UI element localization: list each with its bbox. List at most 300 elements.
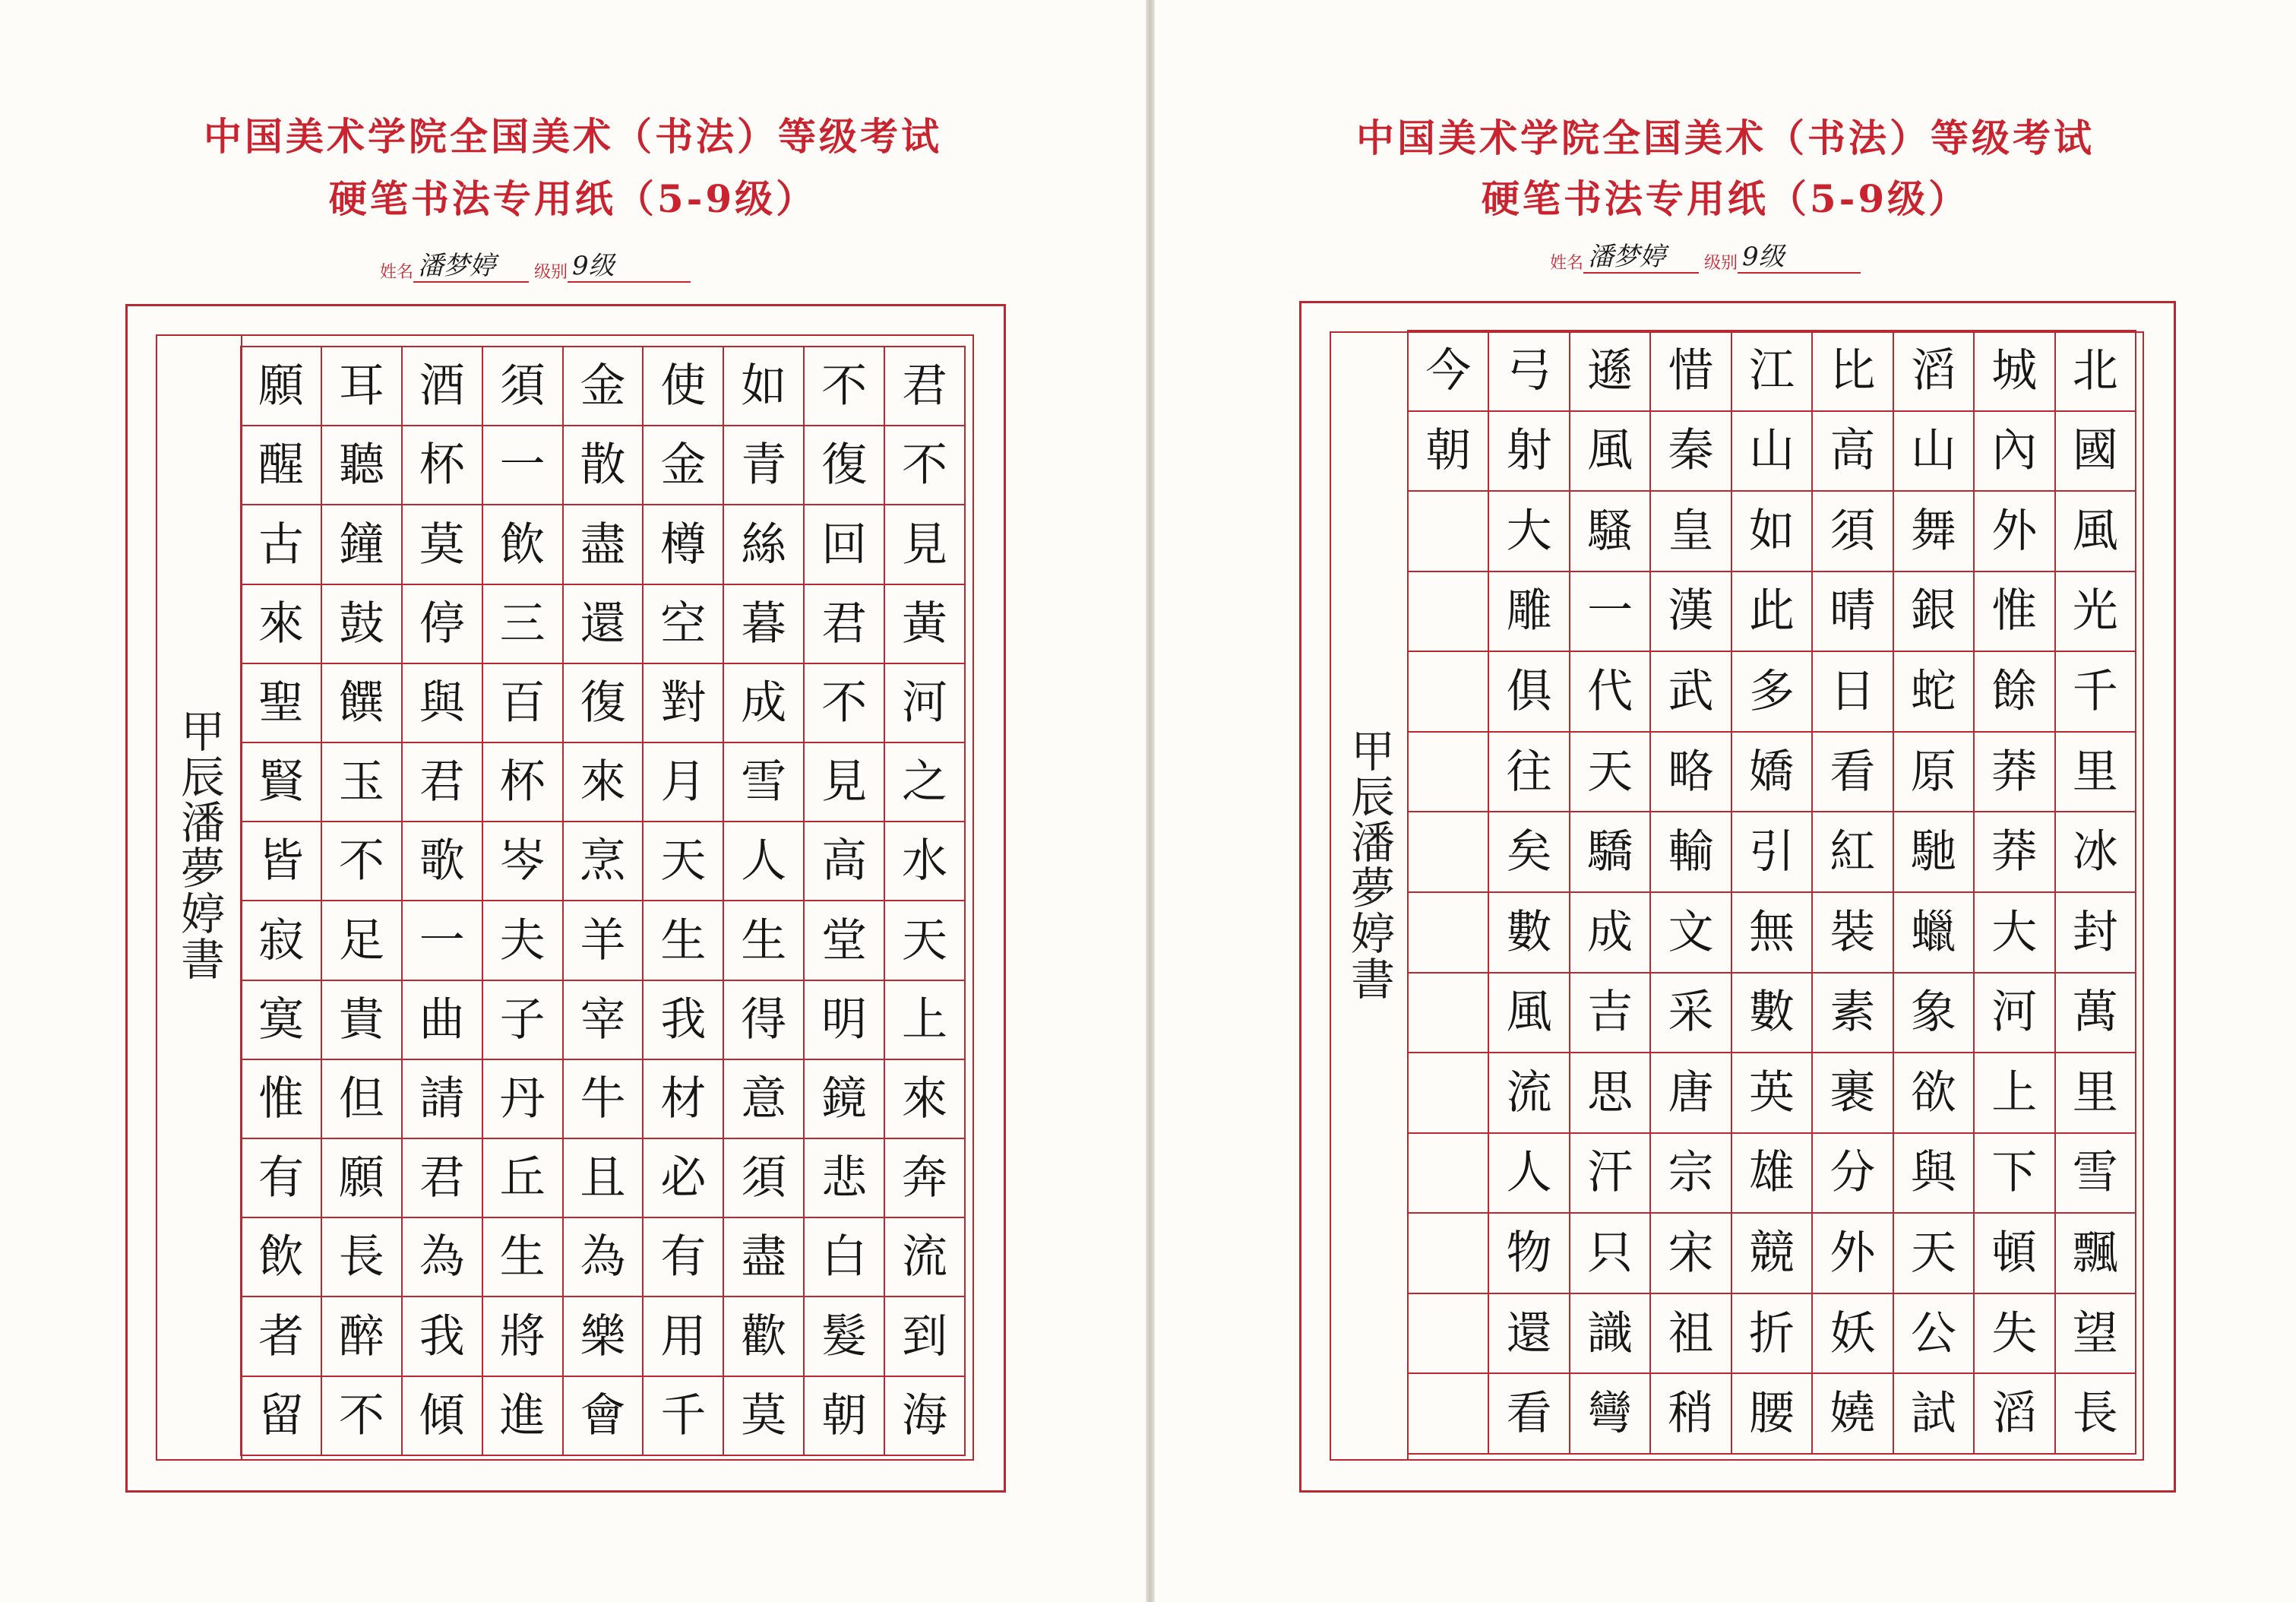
- grid-cell: 古: [241, 505, 321, 584]
- grid-cell: [1408, 651, 1488, 732]
- grid-cell: 天: [1570, 732, 1650, 812]
- grid-cell: 風: [1570, 411, 1650, 492]
- grid-cell: 數: [1731, 973, 1812, 1053]
- grid-row: [241, 426, 965, 505]
- grid-cell: 皆: [241, 822, 321, 901]
- grid-cell: 妖: [1812, 1293, 1893, 1374]
- grid-cell: 飄: [2055, 1213, 2136, 1293]
- grid-row: [241, 1059, 965, 1138]
- grid-row: [241, 347, 965, 426]
- grid-cell: 樂: [563, 1296, 644, 1376]
- grid-cell: 髮: [804, 1296, 884, 1376]
- grid-cell: 餘: [1974, 651, 2054, 732]
- grid-cell: 矣: [1488, 812, 1569, 892]
- grid-cell: 黃: [884, 584, 965, 663]
- grid-cell: 文: [1650, 892, 1731, 973]
- grid-cell: 將: [482, 1296, 563, 1376]
- grid-cell: 有: [643, 1217, 723, 1296]
- grid-cell: 足: [321, 901, 402, 980]
- grid-cell: 晴: [1812, 571, 1893, 652]
- grid-cell: 試: [1893, 1373, 1974, 1454]
- grid-cell: 杯: [482, 742, 563, 822]
- grid-cell: 風: [2055, 491, 2136, 571]
- grid-cell: 鼓: [321, 584, 402, 663]
- grid-cell: 驕: [1570, 812, 1650, 892]
- grid-cell: 如: [1731, 491, 1812, 571]
- grid-cell: 長: [321, 1217, 402, 1296]
- grid-cell: 君: [884, 347, 965, 426]
- grid-row: [1408, 973, 2136, 1053]
- grid-cell: 材: [643, 1059, 723, 1138]
- sheet-subtitle: 硬笔书法专用纸（5-9级）: [328, 176, 818, 221]
- grid-row: [241, 1138, 965, 1217]
- grid-cell: 裹: [1812, 1053, 1893, 1133]
- grid-cell: 下: [1974, 1133, 2054, 1214]
- grid-cell: 空: [643, 584, 723, 663]
- name-level-bar: [1550, 242, 1861, 277]
- grid-cell: 莽: [1974, 812, 2054, 892]
- grid-cell: 饌: [321, 663, 402, 742]
- grid-cell: [1408, 491, 1488, 571]
- grid-cell: 腰: [1731, 1373, 1812, 1454]
- grid-cell: 惟: [241, 1059, 321, 1138]
- grid-cell: 河: [1974, 973, 2054, 1053]
- grid-cell: 無: [1731, 892, 1812, 973]
- character-grid: [240, 346, 966, 1456]
- grid-cell: 雄: [1731, 1133, 1812, 1214]
- grid-cell: 朝: [804, 1376, 884, 1455]
- grid-cell: 祖: [1650, 1293, 1731, 1374]
- grid-cell: 羊: [563, 901, 644, 980]
- grid-cell: 青: [723, 426, 804, 505]
- grid-cell: 欲: [1893, 1053, 1974, 1133]
- grid-cell: 宗: [1650, 1133, 1731, 1214]
- grid-row: [1408, 411, 2136, 492]
- grid-cell: 之: [884, 742, 965, 822]
- grid-cell: 雕: [1488, 571, 1569, 652]
- left-sheet: [0, 0, 1146, 1602]
- grid-cell: 宋: [1650, 1213, 1731, 1293]
- grid-cell: 玉: [321, 742, 402, 822]
- grid-cell: 外: [1974, 491, 2054, 571]
- grid-cell: 舞: [1893, 491, 1974, 571]
- grid-cell: 聽: [321, 426, 402, 505]
- grid-cell: 折: [1731, 1293, 1812, 1374]
- grid-cell: 用: [643, 1296, 723, 1376]
- grid-cell: 千: [2055, 651, 2136, 732]
- grid-cell: 采: [1650, 973, 1731, 1053]
- grid-row: [1408, 491, 2136, 571]
- grid-cell: [1408, 812, 1488, 892]
- grid-cell: 雪: [723, 742, 804, 822]
- grid-cell: 里: [2055, 1053, 2136, 1133]
- grid-cell: 秦: [1650, 411, 1731, 492]
- grid-cell: 江: [1731, 331, 1812, 411]
- right-sheet: [1155, 0, 2296, 1602]
- grid-cell: 國: [2055, 411, 2136, 492]
- grid-cell: 弓: [1488, 331, 1569, 411]
- grid-cell: 有: [241, 1138, 321, 1217]
- grid-cell: 願: [321, 1138, 402, 1217]
- grid-cell: 引: [1731, 812, 1812, 892]
- grid-cell: 長: [2055, 1373, 2136, 1454]
- grid-cell: 聖: [241, 663, 321, 742]
- character-grid: [1407, 330, 2136, 1455]
- grid-cell: 我: [643, 980, 723, 1059]
- level-value: 9级: [1738, 242, 1861, 274]
- grid-cell: 多: [1731, 651, 1812, 732]
- grid-cell: 不: [321, 822, 402, 901]
- grid-cell: 素: [1812, 973, 1893, 1053]
- grid-cell: 醉: [321, 1296, 402, 1376]
- grid-cell: 里: [2055, 732, 2136, 812]
- grid-cell: 不: [804, 663, 884, 742]
- grid-cell: 須: [1812, 491, 1893, 571]
- grid-cell: 見: [804, 742, 884, 822]
- sheet-title: 中国美术学院全国美术（书法）等级考试: [1356, 116, 2095, 160]
- grid-cell: 歡: [723, 1296, 804, 1376]
- grid-cell: 樽: [643, 505, 723, 584]
- name-value: 潘梦婷: [1583, 242, 1699, 274]
- grid-row: [1408, 571, 2136, 652]
- grid-cell: 日: [1812, 651, 1893, 732]
- grid-cell: [1408, 571, 1488, 652]
- grid-cell: 上: [1974, 1053, 2054, 1133]
- grid-cell: 分: [1812, 1133, 1893, 1214]
- grid-cell: 金: [643, 426, 723, 505]
- grid-cell: 還: [563, 584, 644, 663]
- grid-cell: 內: [1974, 411, 2054, 492]
- sheet-title: 中国美术学院全国美术（书法）等级考试: [204, 114, 942, 159]
- grid-cell: 人: [723, 822, 804, 901]
- grid-cell: 鐘: [321, 505, 402, 584]
- grid-cell: 留: [241, 1376, 321, 1455]
- grid-cell: 為: [563, 1217, 644, 1296]
- grid-cell: 生: [723, 901, 804, 980]
- grid-cell: 滔: [1974, 1373, 2054, 1454]
- grid-row: [1408, 1293, 2136, 1374]
- grid-cell: 頓: [1974, 1213, 2054, 1293]
- grid-cell: 須: [482, 347, 563, 426]
- grid-cell: 生: [482, 1217, 563, 1296]
- grid-row: [241, 505, 965, 584]
- grid-cell: 蠟: [1893, 892, 1974, 973]
- grid-row: [241, 1296, 965, 1376]
- grid-cell: 丘: [482, 1138, 563, 1217]
- grid-cell: 冰: [2055, 812, 2136, 892]
- grid-cell: 往: [1488, 732, 1569, 812]
- name-label: 姓名: [380, 263, 414, 282]
- grid-cell: 君: [402, 1138, 482, 1217]
- grid-cell: 子: [482, 980, 563, 1059]
- grid-cell: 望: [2055, 1293, 2136, 1374]
- grid-row: [1408, 1213, 2136, 1293]
- grid-cell: 城: [1974, 331, 2054, 411]
- grid-cell: 大: [1488, 491, 1569, 571]
- grid-cell: 散: [563, 426, 644, 505]
- grid-cell: 但: [321, 1059, 402, 1138]
- grid-cell: 為: [402, 1217, 482, 1296]
- grid-cell: 請: [402, 1059, 482, 1138]
- grid-cell: 嬈: [1812, 1373, 1893, 1454]
- grid-cell: 騷: [1570, 491, 1650, 571]
- grid-cell: 月: [643, 742, 723, 822]
- grid-cell: [1408, 892, 1488, 973]
- level-label: 级别: [1704, 254, 1738, 273]
- grid-row: [1408, 892, 2136, 973]
- grid-cell: 大: [1974, 892, 2054, 973]
- grid-cell: 成: [723, 663, 804, 742]
- grid-cell: 上: [884, 980, 965, 1059]
- grid-cell: 如: [723, 347, 804, 426]
- grid-cell: 復: [804, 426, 884, 505]
- grid-row: [1408, 1373, 2136, 1454]
- grid-cell: 歌: [402, 822, 482, 901]
- grid-cell: 數: [1488, 892, 1569, 973]
- grid-cell: 不: [884, 426, 965, 505]
- grid-cell: 飲: [241, 1217, 321, 1296]
- grid-cell: 此: [1731, 571, 1812, 652]
- grid-cell: 不: [321, 1376, 402, 1455]
- grid-cell: 蛇: [1893, 651, 1974, 732]
- grid-cell: 來: [241, 584, 321, 663]
- sheet-subtitle: 硬笔书法专用纸（5-9级）: [1481, 176, 1970, 221]
- grid-cell: 流: [884, 1217, 965, 1296]
- grid-cell: 吉: [1570, 973, 1650, 1053]
- grid-cell: 看: [1812, 732, 1893, 812]
- grid-cell: 堂: [804, 901, 884, 980]
- grid-cell: 封: [2055, 892, 2136, 973]
- grid-cell: 滔: [1893, 331, 1974, 411]
- grid-cell: 醒: [241, 426, 321, 505]
- grid-cell: 不: [804, 347, 884, 426]
- grid-cell: 萬: [2055, 973, 2136, 1053]
- grid-cell: 銀: [1893, 571, 1974, 652]
- grid-cell: 人: [1488, 1133, 1569, 1214]
- grid-cell: 英: [1731, 1053, 1812, 1133]
- grid-cell: [1408, 1293, 1488, 1374]
- grid-row: [1408, 732, 2136, 812]
- grid-cell: 者: [241, 1296, 321, 1376]
- grid-cell: 唐: [1650, 1053, 1731, 1133]
- grid-cell: 傾: [402, 1376, 482, 1455]
- grid-cell: 今: [1408, 331, 1488, 411]
- grid-cell: 來: [884, 1059, 965, 1138]
- grid-cell: 看: [1488, 1373, 1569, 1454]
- grid-row: [1408, 1133, 2136, 1214]
- grid-cell: [1408, 732, 1488, 812]
- grid-row: [1408, 651, 2136, 732]
- signature-column: [1331, 333, 1409, 1459]
- grid-cell: 對: [643, 663, 723, 742]
- grid-cell: 見: [884, 505, 965, 584]
- grid-cell: 進: [482, 1376, 563, 1455]
- grid-cell: 飲: [482, 505, 563, 584]
- grid-cell: 天: [884, 901, 965, 980]
- grid-cell: 三: [482, 584, 563, 663]
- grid-cell: 願: [241, 347, 321, 426]
- grid-cell: 水: [884, 822, 965, 901]
- grid-cell: 鏡: [804, 1059, 884, 1138]
- grid-cell: 百: [482, 663, 563, 742]
- grid-cell: 曲: [402, 980, 482, 1059]
- grid-cell: 雪: [2055, 1133, 2136, 1214]
- grid-cell: 生: [643, 901, 723, 980]
- grid-cell: 停: [402, 584, 482, 663]
- grid-cell: 比: [1812, 331, 1893, 411]
- grid-cell: 盡: [723, 1217, 804, 1296]
- page-fold: [1146, 0, 1155, 1602]
- grid-cell: 到: [884, 1296, 965, 1376]
- grid-cell: [1408, 973, 1488, 1053]
- grid-cell: 武: [1650, 651, 1731, 732]
- grid-cell: 遜: [1570, 331, 1650, 411]
- grid-cell: 光: [2055, 571, 2136, 652]
- grid-cell: 北: [2055, 331, 2136, 411]
- grid-cell: 奔: [884, 1138, 965, 1217]
- grid-cell: 須: [723, 1138, 804, 1217]
- grid-cell: 識: [1570, 1293, 1650, 1374]
- grid-cell: [1408, 1213, 1488, 1293]
- grid-cell: 山: [1893, 411, 1974, 492]
- grid-cell: 天: [643, 822, 723, 901]
- grid-row: [241, 584, 965, 663]
- grid-cell: 回: [804, 505, 884, 584]
- grid-cell: [1408, 1133, 1488, 1214]
- grid-cell: 汗: [1570, 1133, 1650, 1214]
- name-value: 潘梦婷: [413, 251, 529, 283]
- grid-row: [241, 901, 965, 980]
- grid-row: [241, 1217, 965, 1296]
- grid-cell: 天: [1893, 1213, 1974, 1293]
- grid-row: [241, 742, 965, 822]
- grid-cell: 俱: [1488, 651, 1569, 732]
- signature: 甲辰潘夢婷書: [173, 708, 225, 982]
- grid-cell: 物: [1488, 1213, 1569, 1293]
- grid-cell: 高: [1812, 411, 1893, 492]
- grid-cell: 莽: [1974, 732, 2054, 812]
- grid-cell: 來: [563, 742, 644, 822]
- grid-cell: 杯: [402, 426, 482, 505]
- grid-cell: 盡: [563, 505, 644, 584]
- grid-row: [1408, 812, 2136, 892]
- grid-cell: 夫: [482, 901, 563, 980]
- grid-cell: 一: [482, 426, 563, 505]
- grid-cell: 會: [563, 1376, 644, 1455]
- signature-column: [157, 336, 242, 1459]
- grid-cell: 外: [1812, 1213, 1893, 1293]
- grid-cell: 惟: [1974, 571, 2054, 652]
- grid-cell: 輸: [1650, 812, 1731, 892]
- grid-cell: 思: [1570, 1053, 1650, 1133]
- grid-cell: 只: [1570, 1213, 1650, 1293]
- grid-cell: 代: [1570, 651, 1650, 732]
- grid-cell: 朝: [1408, 411, 1488, 492]
- grid-cell: 明: [804, 980, 884, 1059]
- grid-cell: 高: [804, 822, 884, 901]
- grid-cell: 象: [1893, 973, 1974, 1053]
- grid-cell: 莫: [402, 505, 482, 584]
- grid-cell: 白: [804, 1217, 884, 1296]
- grid-cell: 寞: [241, 980, 321, 1059]
- grid-cell: 裝: [1812, 892, 1893, 973]
- grid-row: [241, 1376, 965, 1455]
- grid-cell: 馳: [1893, 812, 1974, 892]
- grid-cell: 君: [402, 742, 482, 822]
- grid-cell: 千: [643, 1376, 723, 1455]
- grid-cell: 得: [723, 980, 804, 1059]
- grid-cell: 莫: [723, 1376, 804, 1455]
- grid-cell: 原: [1893, 732, 1974, 812]
- grid-cell: 嬌: [1731, 732, 1812, 812]
- grid-cell: 海: [884, 1376, 965, 1455]
- grid-cell: 且: [563, 1138, 644, 1217]
- grid-cell: [1408, 1053, 1488, 1133]
- grid-cell: 必: [643, 1138, 723, 1217]
- grid-cell: 君: [804, 584, 884, 663]
- grid-cell: 漢: [1650, 571, 1731, 652]
- grid-cell: 射: [1488, 411, 1569, 492]
- grid-cell: 成: [1570, 892, 1650, 973]
- grid-cell: 我: [402, 1296, 482, 1376]
- grid-cell: 公: [1893, 1293, 1974, 1374]
- grid-cell: 悲: [804, 1138, 884, 1217]
- grid-cell: 皇: [1650, 491, 1731, 571]
- grid-cell: 賢: [241, 742, 321, 822]
- grid-cell: [1408, 1373, 1488, 1454]
- grid-row: [1408, 1053, 2136, 1133]
- grid-cell: 山: [1731, 411, 1812, 492]
- grid-cell: 與: [1893, 1133, 1974, 1214]
- grid-cell: 貴: [321, 980, 402, 1059]
- grid-cell: 寂: [241, 901, 321, 980]
- grid-row: [241, 980, 965, 1059]
- grid-cell: 略: [1650, 732, 1731, 812]
- grid-cell: 紅: [1812, 812, 1893, 892]
- name-level-bar: [380, 251, 691, 286]
- grid-row: [241, 663, 965, 742]
- grid-cell: 宰: [563, 980, 644, 1059]
- grid-cell: 流: [1488, 1053, 1569, 1133]
- grid-cell: 意: [723, 1059, 804, 1138]
- grid-cell: 一: [402, 901, 482, 980]
- grid-cell: 酒: [402, 347, 482, 426]
- grid-row: [241, 822, 965, 901]
- grid-cell: 惜: [1650, 331, 1731, 411]
- grid-cell: 彎: [1570, 1373, 1650, 1454]
- grid-cell: 一: [1570, 571, 1650, 652]
- grid-cell: 使: [643, 347, 723, 426]
- grid-cell: 風: [1488, 973, 1569, 1053]
- grid-cell: 與: [402, 663, 482, 742]
- grid-cell: 暮: [723, 584, 804, 663]
- grid-cell: 競: [1731, 1213, 1812, 1293]
- grid-cell: 耳: [321, 347, 402, 426]
- grid-cell: 烹: [563, 822, 644, 901]
- grid-cell: 金: [563, 347, 644, 426]
- grid-cell: 還: [1488, 1293, 1569, 1374]
- grid-cell: 丹: [482, 1059, 563, 1138]
- grid-cell: 失: [1974, 1293, 2054, 1374]
- grid-row: [1408, 331, 2136, 411]
- grid-cell: 岑: [482, 822, 563, 901]
- grid-cell: 復: [563, 663, 644, 742]
- level-value: 9级: [568, 251, 691, 283]
- name-label: 姓名: [1550, 254, 1584, 273]
- level-label: 级别: [534, 263, 568, 282]
- grid-cell: 絲: [723, 505, 804, 584]
- grid-cell: 河: [884, 663, 965, 742]
